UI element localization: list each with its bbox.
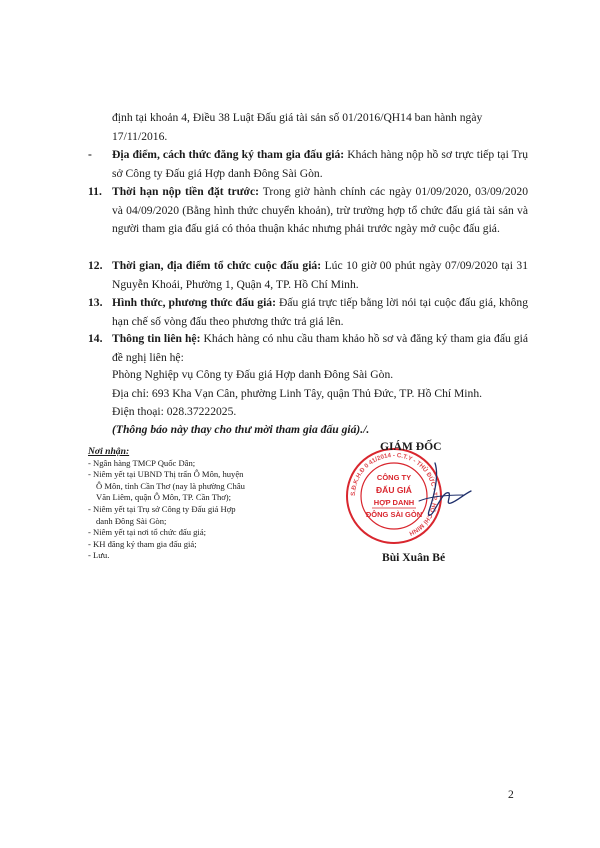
continued-line-1: định tại khoản 4, Điều 38 Luật Đấu giá tài sản số 01/2016/QH14 ban hành ngày xyxy=(112,111,483,124)
section-heading: Thông tin liên hệ: xyxy=(112,332,201,345)
recipient-line: - Lưu. xyxy=(88,550,110,561)
seal-ring-text: S.Đ.K.H.Đ 0 41/2014 - C.T.Y - THỦ ĐỨC - TP. HỒ CHÍ MINH xyxy=(349,451,439,537)
seal-center-line: ĐÔNG SÀI GÒN xyxy=(365,510,423,519)
seal-center-line: CÔNG TY xyxy=(376,473,412,482)
continued-paragraph xyxy=(112,109,528,146)
signatory-title: GIÁM ĐỐC xyxy=(380,440,442,453)
recipient-line: danh Đông Sài Gòn; xyxy=(96,515,167,526)
section-marker: 14. xyxy=(88,332,103,345)
seal-center-line: HỢP DANH xyxy=(373,498,415,507)
contact-phone: Điện thoại: 028.37222025. xyxy=(112,405,237,418)
handwritten-signature-icon xyxy=(405,455,485,535)
recipient-line: - Niêm yết tại UBND Thị trấn Ô Môn, huyện xyxy=(88,469,244,480)
recipients-block xyxy=(88,446,328,562)
page-number: 2 xyxy=(508,788,514,801)
signatory-name: Bùi Xuân Bé xyxy=(382,551,446,564)
section-marker: 12. xyxy=(88,259,103,272)
recipient-line: - Niêm yết tại nơi tổ chức đấu giá; xyxy=(88,527,207,538)
continued-line-2: 17/11/2016. xyxy=(112,129,168,143)
section-marker: 13. xyxy=(88,296,103,309)
recipient-line: - KH đăng ký tham gia đấu giá; xyxy=(88,538,197,549)
section-14-contact-info xyxy=(88,330,528,367)
section-marker: - xyxy=(88,148,92,161)
section-heading: Thời hạn nộp tiền đặt trước: xyxy=(112,185,259,198)
section-text: Đấu giá trực tiếp bằng lời nói tại cuộc đấu giá, không hạn chế số vòng đấu theo phương thức trả giá lên. xyxy=(112,296,528,328)
contact-department: Phòng Nghiệp vụ Công ty Đấu giá Hợp danh Đông Sài Gòn. xyxy=(112,368,394,381)
section-heading: Địa điểm, cách thức đăng ký tham gia đấu giá: xyxy=(112,148,345,161)
recipients-title: Nơi nhận: xyxy=(88,446,130,457)
recipient-line: Ô Môn, tỉnh Cần Thơ (nay là phường Châu xyxy=(96,480,245,491)
recipient-line: Văn Liêm, quận Ô Môn, TP. Cần Thơ); xyxy=(96,492,232,503)
section-marker: 11. xyxy=(88,185,102,198)
section-text: Lúc 10 giờ 00 phút ngày 07/09/2020 tại 31 Nguyễn Khoái, Phường 1, Quận 4, TP. Hồ Chí Minh. xyxy=(112,259,528,291)
recipient-line: - Ngân hàng TMCP Quốc Dân; xyxy=(88,457,196,468)
section-heading: Hình thức, phương thức đấu giá: xyxy=(112,296,276,309)
section-13-auction-method xyxy=(88,294,528,331)
section-registration xyxy=(88,146,528,183)
section-12-auction-time-place xyxy=(88,257,528,294)
section-text: Khách hàng nộp hồ sơ trực tiếp tại Trụ sở Công ty Đấu giá Hợp danh Đông Sài Gòn. xyxy=(112,148,528,180)
section-text: Trong giờ hành chính các ngày 01/09/2020, 03/09/2020 và 04/09/2020 (Bằng hình thức chuyển khoản), trừ trường hợp tổ chức đấu giá tài sản và người tham gia đấu giá có thỏa thuận khác nhưng phải trước ngày mở cuộc đấu giá. xyxy=(112,185,529,235)
section-text: Khách hàng có nhu cầu tham khảo hồ sơ và đăng ký tham gia đấu giá đề nghị liên hệ: xyxy=(112,332,528,364)
section-11-deposit-period xyxy=(88,183,528,239)
notice-text: (Thông báo này thay cho thư mời tham gia đấu giá)./. xyxy=(112,423,370,436)
recipient-line: - Niêm yết tại Trụ sở Công ty Đấu giá Hợp xyxy=(88,503,236,514)
seal-center-line: ĐẤU GIÁ xyxy=(376,485,412,495)
contact-address: Địa chỉ: 693 Kha Vạn Cân, phường Linh Tây, quận Thủ Đức, TP. Hồ Chí Minh. xyxy=(112,387,483,400)
section-heading: Thời gian, địa điểm tổ chức cuộc đấu giá: xyxy=(112,259,322,272)
